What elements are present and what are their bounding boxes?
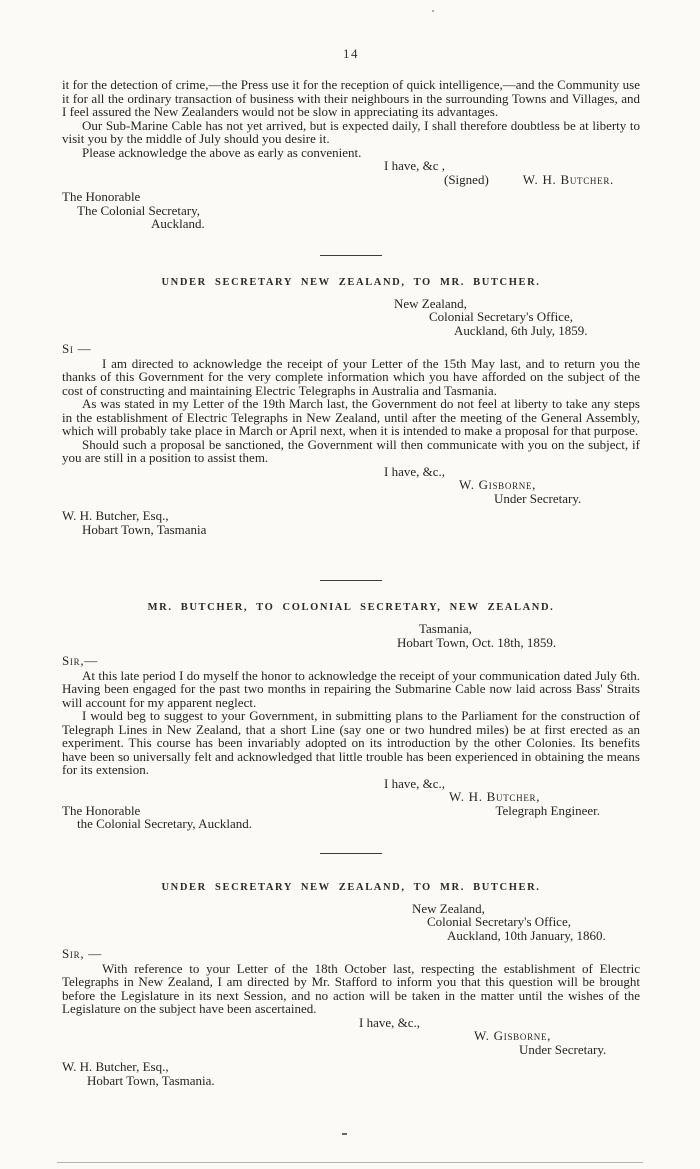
letter-heading: UNDER SECRETARY NEW ZEALAND, TO MR. BUTCHER. [161,276,541,288]
scan-edge-line [57,1162,643,1163]
addressee-line: W. H. Butcher, Esq., [62,508,169,523]
dateline-line: Tasmania, [419,621,472,636]
valediction: I have, &c., [384,775,446,791]
page-number: 14 [343,46,359,61]
dateline-line: Colonial Secretary's Office, [427,914,571,929]
addressee-line: W. H. Butcher, Esq., [62,1059,169,1074]
addressee-line: The Honorable [62,189,141,204]
dateline-line: Auckland, 10th January, 1860. [447,927,606,943]
signature: W. Gisborne, [459,477,537,492]
scan-speck [342,1133,347,1135]
letter-heading: MR. BUTCHER, TO COLONIAL SECRETARY, NEW ZEALAND. [147,602,555,613]
signature: W. Gisborne, [474,1028,552,1043]
signature-title: Under Secretary. [519,1041,607,1057]
signed-label: (Signed) [444,171,489,187]
dateline-block [62,622,640,649]
section-divider [320,580,382,581]
section-divider [320,255,382,256]
valediction: I have, &c., [359,1014,421,1030]
letter-2 [62,277,640,537]
signature-title: Telegraph Engineer. [495,802,600,818]
paragraph: Our Sub-Marine Cable has not yet arrived, but is expected daily, I shall therefore doubtless be at liberty to visit you by the middle of July should you desire it. [62,117,640,146]
paragraph: I am directed to acknowledge the receipt of your Letter of the 15th May last, and to return you the thanks of this Government for the very complete information which you have afforded on the subject of the cost of constructing and maintaining Electric Telegraphs in Australia and Tasmania. [62,355,640,398]
salutation: Sir,— [62,653,98,668]
letter-heading: UNDER SECRETARY NEW ZEALAND, TO MR. BUTCHER. [161,881,541,893]
letter-3 [62,602,640,831]
letter-4 [62,882,640,1088]
signature-line [444,173,640,187]
paragraph: At this late period I do myself the honor to acknowledge the receipt of your communication dated July 6th. Having been engaged for the past two months in repairing the Submarine Cable now laid across Bass' Straits will account for my apparent neglect. [62,667,640,710]
paragraph: Please acknowledge the above as early as convenient. [82,144,362,160]
dateline-line: Auckland, 6th July, 1859. [454,322,588,338]
addressee-block [62,509,640,536]
addressee-signature-row [62,804,640,818]
salutation: Sir, — [62,946,102,961]
addressee-line: The Colonial Secretary, [77,202,200,218]
scan-speck [432,10,434,12]
addressee-block [62,1060,640,1087]
addressee-line: Auckland. [151,216,205,231]
paragraph: With reference to your Letter of the 18th October last, respecting the establishment of Electric Telegraphs in New Zealand, I am directed by Mr. Stafford to inform you that this question will be brought before the Legislature in its next Session, and no action will be taken in the matter until the wishes of the Legislature on the subject have been ascertained. [62,960,640,1016]
dateline-block [62,297,640,338]
signature-title: Under Secretary. [494,490,582,506]
section-divider [320,853,382,854]
addressee-line: the Colonial Secretary, Auckland. [77,816,252,831]
addressee-line: Hobart Town, Tasmania [82,521,207,537]
dateline-line: New Zealand, [394,295,467,311]
addressee-line: Hobart Town, Tasmania. [87,1072,215,1088]
dateline-line: New Zealand, [412,900,485,916]
addressee-block [62,190,640,231]
paragraph: I would beg to suggest to your Government, in submitting plans to the Parliament for the construction of Telegraph Lines in New Zealand, that a short Line (say one or two hundred miles) be at first erected as an experiment. This course has been invariably adopted on its introduction by the other Colonies. Its benefits have been so universally felt and acknowledged that little trouble has been experienced in obtaining the means for its extension. [62,708,640,777]
salutation: Si — [62,341,92,356]
document-page [62,46,640,1087]
dateline-line: Hobart Town, Oct. 18th, 1859. [397,634,557,650]
addressee-line: The Honorable [62,802,141,818]
dateline-block [62,902,640,943]
signature: W. H. Butcher. [522,171,614,187]
paragraph: Should such a proposal be sanctioned, the Government will then communicate with you on the subject, if you are still in a position to assist them. [62,436,640,465]
valediction: I have, &c., [384,463,446,479]
paragraph: it for the detection of crime,—the Press use it for the reception of quick intelligence,—and the Community use it for all the ordinary transaction of business with their neighbours in the surrounding Towns and Villages, and I feel assured the New Zealanders would not be slow in appreciating its advantages. [62,77,640,119]
letter-1 [62,78,640,231]
signature: W. H. Butcher, [449,789,541,804]
dateline-line: Colonial Secretary's Office, [429,309,573,324]
paragraph: As was stated in my Letter of the 19th March last, the Government do not feel at liberty to take any steps in the establishment of Electric Telegraphs in New Zealand, until after the meeting of the General Assembly, which will probably take place in March or April next, when it is intended to make a proposal for that purpose. [62,396,640,438]
valediction: I have, &c , [384,158,446,173]
